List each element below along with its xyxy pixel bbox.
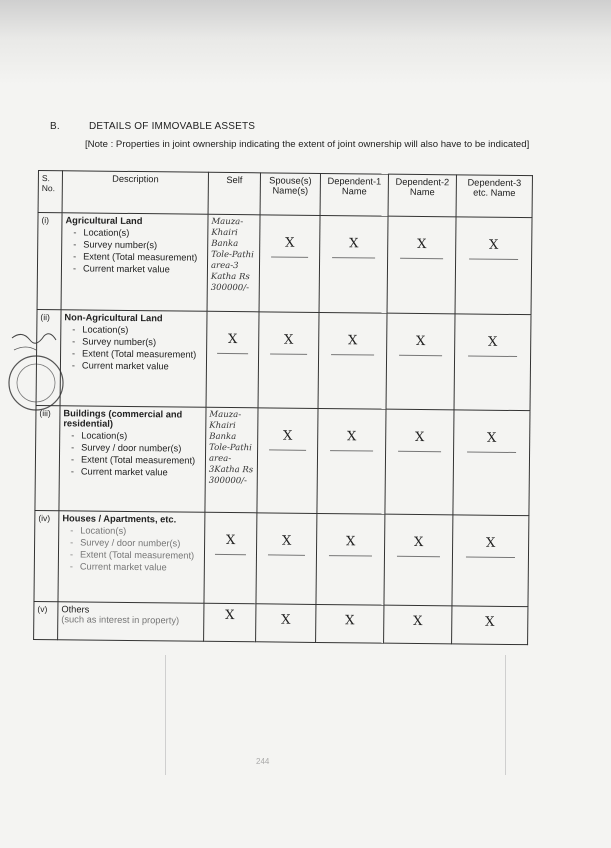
header-dependent-1: Dependent-1 Name (320, 173, 388, 216)
row-sno: (iv) (34, 511, 59, 602)
table-header-row (38, 171, 532, 218)
cell-dependent-3 (452, 515, 529, 606)
row-description (58, 601, 204, 641)
cross-mark: X (414, 430, 425, 446)
row-item: - Survey / door number(s) (70, 537, 201, 548)
row-item: - Extent (Total measurement) (72, 348, 203, 359)
cell-dependent-1 (316, 604, 384, 643)
cell-dependent-3 (453, 410, 530, 516)
header-description: Description (62, 171, 208, 215)
row-item: - Survey number(s) (72, 336, 203, 347)
cell-self (204, 512, 257, 603)
row-item: - Extent (Total measurement) (70, 549, 201, 560)
cross-mark: X (283, 428, 293, 445)
table-row (34, 601, 528, 644)
row-item: - Current market value (73, 263, 204, 274)
cross-mark: X (345, 534, 356, 550)
cell-dependent-1 (318, 312, 387, 409)
row-item: - Survey / door number(s) (71, 443, 202, 454)
cell-self-handwritten: Mauza- Khairi Banka Tole-Pathi area-3 Katha Rs 300000/- (207, 214, 260, 311)
row-sno: (ii) (36, 309, 61, 406)
row-item: - Location(s) (72, 324, 203, 335)
cross-mark: X (486, 431, 497, 447)
cross-mark: X (228, 331, 238, 347)
row-category: Agricultural Land (65, 215, 143, 227)
cell-dependent-2 (384, 514, 453, 605)
cell-spouse (256, 604, 316, 643)
cell-dependent-1 (317, 409, 386, 514)
cell-dependent-2 (386, 313, 455, 410)
row-item: - Location(s) (70, 525, 201, 536)
cross-mark: X (347, 429, 357, 445)
header-self: Self (208, 172, 260, 215)
cross-mark: X (417, 236, 427, 253)
row-sno: (v) (34, 601, 58, 640)
row-category: Non-Agricultural Land (64, 311, 163, 323)
cross-mark: X (416, 333, 426, 349)
cell-dependent-2 (387, 216, 456, 313)
table-row (37, 213, 532, 315)
cell-dependent-1 (316, 514, 385, 605)
cell-spouse (258, 311, 319, 408)
row-item: - Location(s) (73, 227, 204, 238)
cell-dependent-3 (452, 606, 528, 645)
cross-mark: X (225, 607, 235, 623)
section-title: DETAILS OF IMMOVABLE ASSETS (88, 121, 256, 132)
cross-mark: X (348, 332, 358, 349)
cross-mark: X (285, 235, 295, 251)
cell-self (204, 603, 256, 642)
header-dependent-2: Dependent-2 Name (388, 174, 456, 217)
cell-spouse (259, 215, 320, 312)
row-description (58, 511, 205, 603)
row-category: Buildings (commercial and residential) (63, 408, 183, 430)
cross-mark: X (281, 533, 292, 549)
table-row (34, 511, 529, 607)
cell-spouse (256, 513, 317, 604)
cell-self-handwritten: Mauza- Khairi Banka Tole-Pathi area-3Katha Rs 300000/- (205, 408, 258, 513)
cross-mark: X (485, 535, 496, 551)
cross-mark: X (225, 533, 236, 549)
section-number: B. (50, 121, 60, 132)
cell-dependent-1 (319, 215, 388, 312)
row-item: - Current market value (71, 467, 202, 478)
row-description (60, 309, 207, 407)
cell-self (206, 311, 259, 408)
row-item: - Current market value (70, 561, 201, 572)
section-note: [Note : Properties in joint ownership indicating the extent of joint ownership will also have to be indicated] (85, 139, 530, 150)
cross-mark: X (284, 332, 294, 348)
row-item: - Survey number(s) (73, 239, 204, 250)
cell-dependent-2 (385, 410, 454, 515)
immovable-assets-table (33, 170, 533, 645)
cross-mark: X (485, 614, 495, 630)
scan-artifact-line (165, 655, 166, 775)
table-row (36, 309, 531, 411)
cross-mark: X (489, 237, 499, 253)
row-item: - Extent (Total measurement) (71, 455, 202, 466)
page-mark: 244 (256, 757, 270, 766)
cross-mark: X (349, 236, 359, 252)
header-spouse: Spouse(s) Name(s) (260, 173, 320, 216)
row-sno: (i) (37, 213, 62, 310)
header-dependent-3: Dependent-3 etc. Name (456, 175, 532, 218)
row-category: Houses / Apartments, etc. (62, 513, 177, 525)
row-description (61, 213, 208, 311)
cross-mark: X (413, 613, 423, 629)
cell-dependent-2 (384, 605, 452, 644)
row-description (59, 406, 206, 512)
header-sno: S. No. (38, 171, 62, 213)
cell-dependent-3 (454, 314, 531, 411)
cell-spouse (257, 408, 318, 513)
scan-top-shadow (0, 0, 611, 85)
cross-mark: X (488, 334, 498, 350)
table-row (35, 406, 530, 516)
row-item: - Current market value (72, 360, 203, 371)
cross-mark: X (281, 612, 291, 628)
scan-artifact-line (505, 655, 506, 775)
cross-mark: X (413, 535, 424, 551)
cross-mark: X (345, 612, 355, 629)
section-heading (50, 121, 255, 132)
row-sno: (iii) (35, 406, 60, 511)
row-item: - Location(s) (71, 431, 202, 442)
row-item: - Extent (Total measurement) (73, 251, 204, 262)
row-category: Others (61, 603, 90, 615)
row-item: (such as interest in property) (61, 613, 180, 626)
cell-dependent-3 (455, 217, 532, 314)
